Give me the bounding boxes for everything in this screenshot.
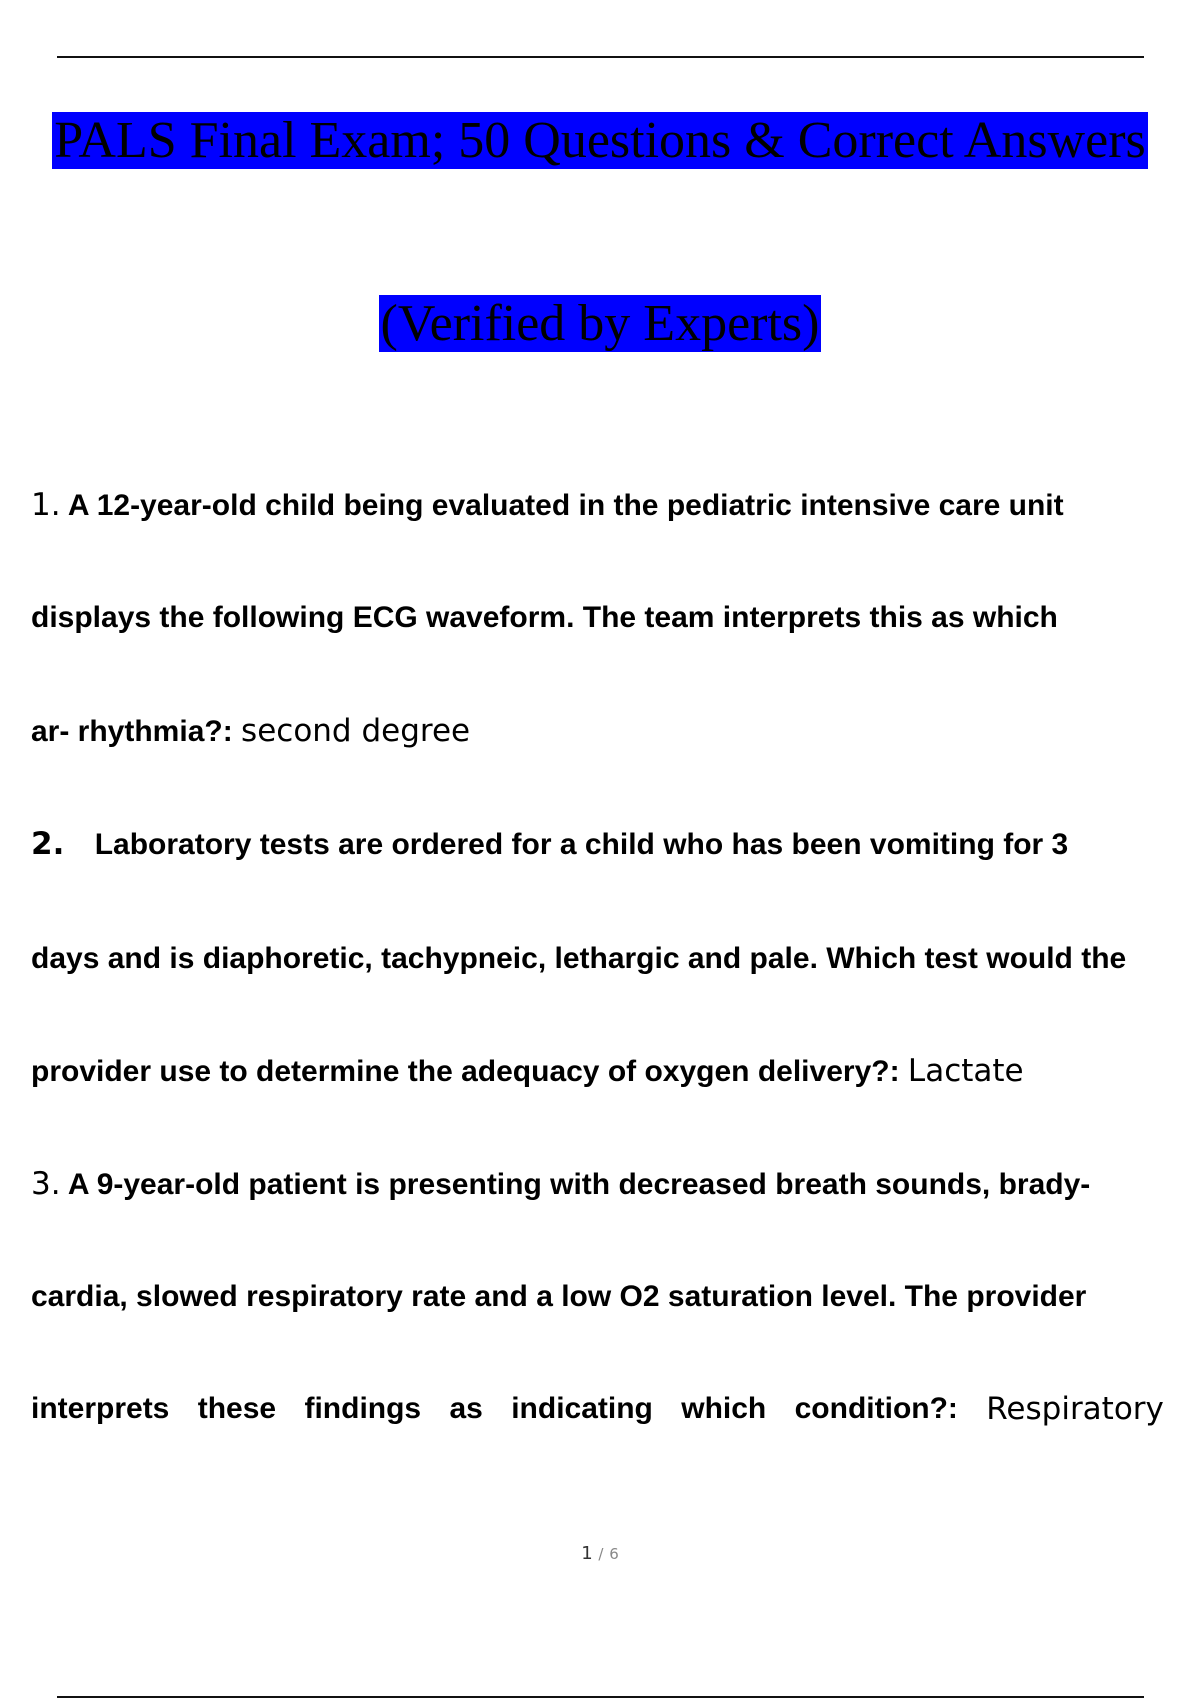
question-1-text-2: displays the following ECG waveform. The team interprets this as which xyxy=(31,601,1058,634)
question-2-answer: Lactate xyxy=(907,1053,1024,1089)
question-2-line-3 xyxy=(31,1051,1200,1092)
question-2-line-2 xyxy=(31,939,1200,979)
question-2-text-2: days and is diaphoretic, tachypneic, lethargic and pale. Which test would the xyxy=(31,942,1127,975)
question-3-word: which xyxy=(681,1392,767,1425)
question-3-word: condition?: xyxy=(794,1392,958,1425)
question-1-line-1 xyxy=(31,485,1200,526)
question-3-word: indicating xyxy=(511,1392,653,1425)
question-1-answer: second degree xyxy=(241,713,471,749)
question-3-line-1 xyxy=(31,1164,1200,1205)
question-2-text-1: Laboratory tests are ordered for a child who has been vomiting for 3 xyxy=(94,828,1069,861)
question-1-text-1: A 12-year-old child being evaluated in the pediatric intensive care unit xyxy=(67,489,1064,522)
question-1-line-3 xyxy=(31,711,1200,752)
question-3-word: these xyxy=(197,1392,277,1425)
question-3-text-1: A 9-year-old patient is presenting with decreased breath sounds, brady- xyxy=(67,1168,1091,1201)
bottom-rule xyxy=(57,1696,1144,1698)
question-3-word: interprets xyxy=(31,1392,170,1425)
question-3-text-2: cardia, slowed respiratory rate and a low O2 saturation level. The provider xyxy=(31,1280,1087,1313)
question-2-line-1 xyxy=(31,824,1200,865)
question-3-answer: Respiratory xyxy=(986,1391,1164,1427)
document-subtitle xyxy=(0,294,1200,354)
question-1-line-2 xyxy=(31,598,1200,638)
question-2-number: 2. xyxy=(31,826,65,862)
document-title-text: PALS Final Exam; 50 Questions & Correct Answers xyxy=(54,112,1146,169)
question-1-text-3: ar- rhythmia?: xyxy=(31,715,233,748)
document-subtitle-text: (Verified by Experts) xyxy=(380,295,820,352)
page-indicator xyxy=(0,1543,1200,1564)
document-title xyxy=(0,111,1200,171)
question-2-text-3: provider use to determine the adequacy of oxygen delivery?: xyxy=(31,1055,900,1088)
question-3-line-2 xyxy=(31,1277,1200,1317)
question-3-word: findings xyxy=(304,1392,422,1425)
page-current: 1 xyxy=(581,1543,593,1564)
top-rule xyxy=(57,56,1144,58)
page-total: 6 xyxy=(609,1545,619,1563)
question-3-word: as xyxy=(449,1392,483,1425)
page-separator: / xyxy=(598,1545,604,1563)
question-1-number: 1. xyxy=(31,487,61,523)
question-3-line-3 xyxy=(31,1389,1164,1429)
question-3-number: 3. xyxy=(31,1166,61,1202)
